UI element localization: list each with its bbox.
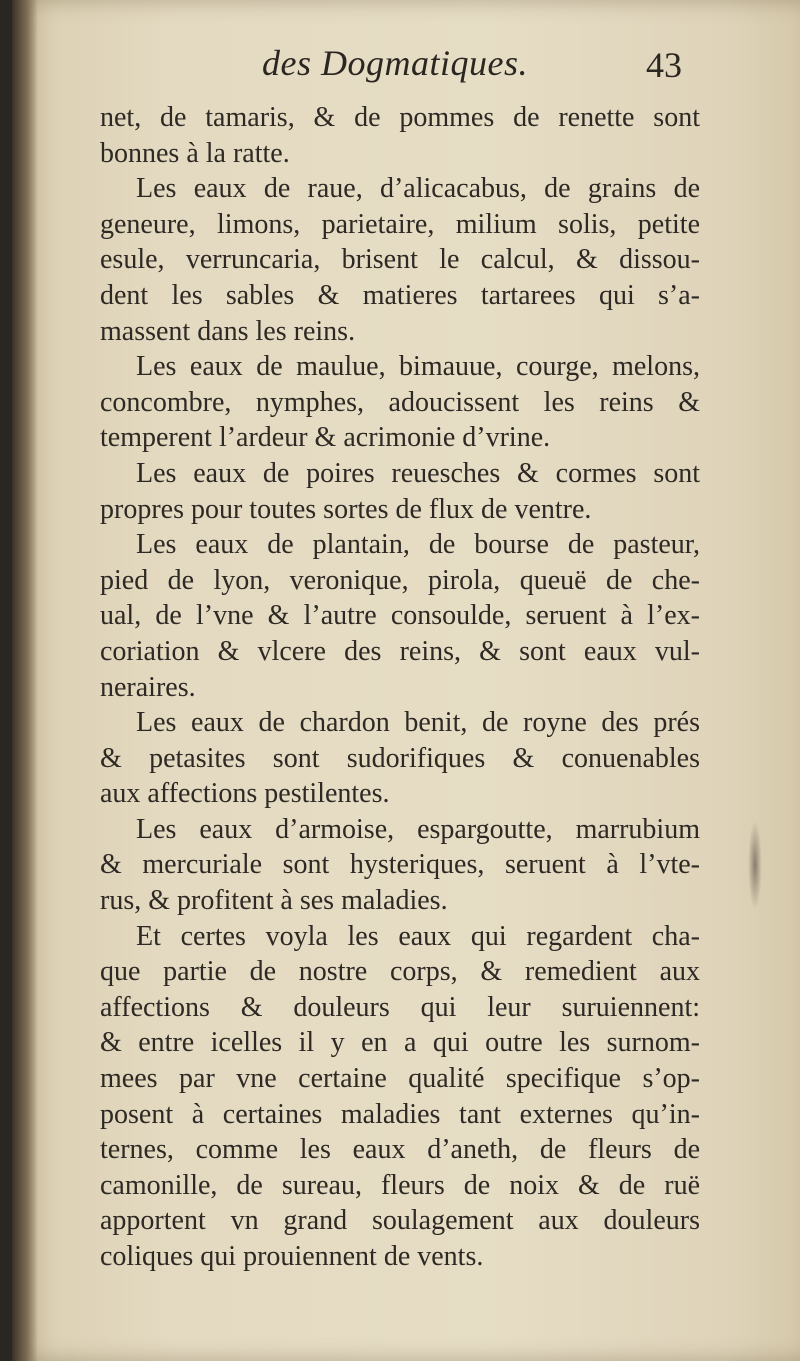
text-line: mees par vne certaine qualité specifique s’op- bbox=[100, 1063, 700, 1095]
text-line: coliques qui prouiennent de vents. bbox=[100, 1241, 484, 1272]
text-line: net, de tamaris, & de pommes de renette sont bbox=[100, 102, 700, 133]
text-line: esule, verruncaria, brisent le calcul, & dissou- bbox=[100, 244, 700, 276]
text-line: neraires. bbox=[100, 671, 196, 703]
text-line: Les eaux de raue, d’alicacabus, de grains de bbox=[136, 173, 700, 205]
text-line: apportent vn grand soulagement aux douleurs bbox=[100, 1205, 700, 1237]
body-text bbox=[100, 100, 700, 1275]
text-line: dent les sables & matieres tartarees qui s’a- bbox=[100, 279, 700, 311]
running-head-title: des Dogmatiques. bbox=[262, 43, 528, 83]
text-line: Les eaux de chardon benit, de royne des prés bbox=[136, 707, 700, 739]
text-line: concombre, nymphes, adoucissent les reins & bbox=[100, 386, 700, 418]
text-line: bonnes à la ratte. bbox=[100, 137, 290, 169]
text-line: aux affections pestilentes. bbox=[100, 778, 390, 810]
text-line: Les eaux de poires reuesches & cormes sont bbox=[136, 457, 700, 489]
text-line: temperent l’ardeur & acrimonie d’vrine. bbox=[100, 422, 551, 454]
text-line: Les eaux d’armoise, espargoutte, marrubium bbox=[136, 813, 700, 845]
binding-gutter bbox=[12, 0, 38, 1361]
page-number: 43 bbox=[646, 45, 682, 85]
running-head bbox=[222, 42, 782, 92]
text-line: & mercuriale sont hysteriques, seruent à l’vte- bbox=[100, 849, 700, 881]
text-line: Et certes voyla les eaux qui regardent cha- bbox=[136, 920, 700, 952]
ink-smudge bbox=[748, 820, 762, 910]
text-line: que partie de nostre corps, & remedient aux bbox=[100, 956, 700, 988]
text-line: massent dans les reins. bbox=[100, 315, 356, 347]
text-line: & entre icelles il y en a qui outre les surnom- bbox=[100, 1027, 700, 1059]
text-line: pied de lyon, veronique, pirola, queuë de che- bbox=[100, 564, 700, 596]
text-line: affections & douleurs qui leur suruiennent: bbox=[100, 991, 700, 1023]
text-line: Les eaux de maulue, bimauue, courge, melons, bbox=[136, 351, 700, 383]
text-line: posent à certaines maladies tant externes qu’in- bbox=[100, 1098, 700, 1130]
text-line: ternes, comme les eaux d’aneth, de fleurs de bbox=[100, 1134, 700, 1166]
text-line: propres pour toutes sortes de flux de ventre. bbox=[100, 493, 592, 525]
text-line: geneure, limons, parietaire, milium solis, petite bbox=[100, 208, 700, 240]
text-line: & petasites sont sudorifiques & conuenables bbox=[100, 742, 700, 774]
text-line: rus, & profitent à ses maladies. bbox=[100, 885, 448, 917]
text-line: Les eaux de plantain, de bourse de pasteur, bbox=[136, 529, 700, 561]
text-line: ual, de l’vne & l’autre consoulde, seruent à l’ex- bbox=[100, 600, 700, 632]
text-line: camonille, de sureau, fleurs de noix & de ruë bbox=[100, 1169, 700, 1201]
book-page bbox=[12, 0, 800, 1361]
text-line: coriation & vlcere des reins, & sont eaux vul- bbox=[100, 635, 700, 667]
